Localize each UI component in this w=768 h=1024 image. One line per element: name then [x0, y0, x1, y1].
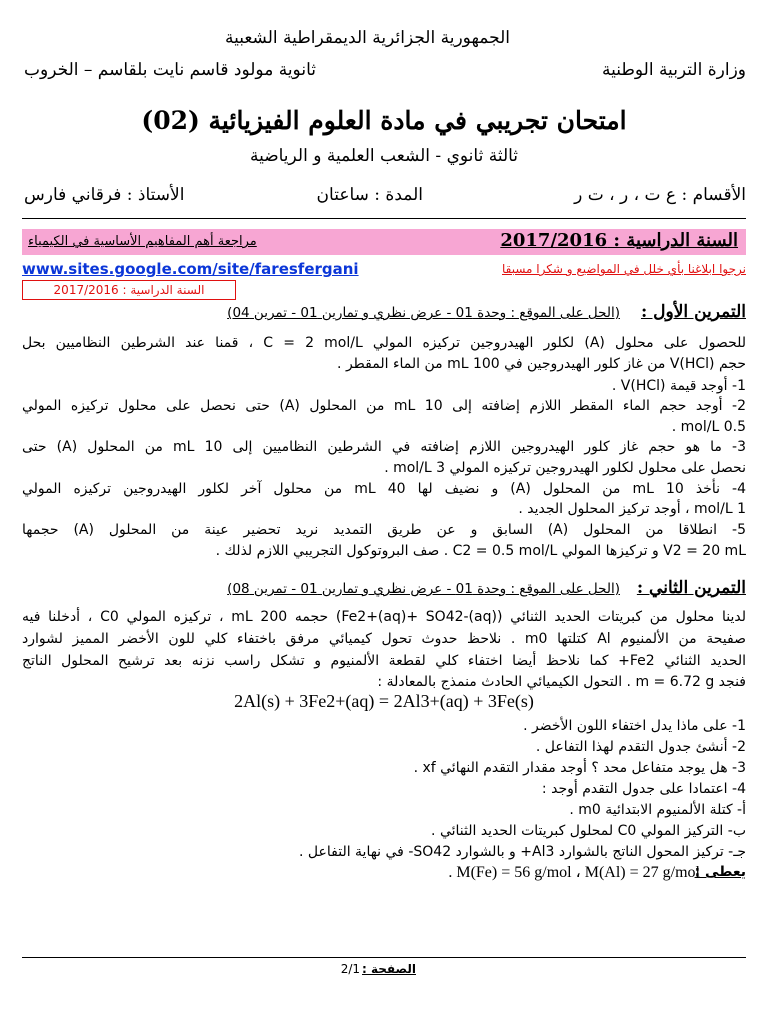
given-label: يعطى : — [694, 864, 746, 880]
ex1-q3-cont: نحصل على محلول لكلور الهيدروجين تركيزه المولي 3 mol/L . — [384, 460, 746, 476]
page-label: الصفحة : — [362, 962, 416, 976]
ex2-line-2: صفيحة من الألمنيوم Al كتلتها m0 . نلاحظ حدوث تحول كيميائي مرفق باختفاء كلي للون الأخضر المميز لشوارد — [22, 631, 746, 647]
header-divider — [22, 218, 746, 219]
school-year: السنة الدراسية : 2017/2016 — [500, 230, 738, 251]
school-name: ثانوية مولود قاسم نايت بلقاسم – الخروب — [24, 60, 316, 80]
given-values: M(Fe) = 56 g/mol ، M(Al) = 27 g/mol . — [448, 864, 700, 881]
ex2-q2: 2- أنشئ جدول التقدم لهذا التفاعل . — [535, 739, 746, 755]
republic-title: الجمهورية الجزائرية الديمقراطية الشعبية — [224, 28, 510, 48]
ex2-q4: 4- اعتمادا على جدول التقدم أوجد : — [541, 781, 746, 797]
ex1-line-2: حجم V(HCl) من غاز كلور الهيدروجين في 100 mL من الماء المقطر . — [337, 356, 746, 372]
footer-divider — [22, 957, 746, 958]
exam-duration: المدة : ساعتان — [316, 185, 423, 205]
ministry-name: وزارة التربية الوطنية — [601, 60, 746, 80]
exam-teacher: الأستاذ : فرقاني فارس — [24, 185, 185, 205]
ex2-q1: 1- على ماذا يدل اختفاء اللون الأخضر . — [523, 718, 746, 734]
ex2-q4c: جـ- تركيز المحول الناتج بالشوارد Al3+ و بالشوارد SO42- في نهاية التفاعل . — [299, 844, 746, 860]
ex2-reference: (الحل على الموقع : وحدة 01 - عرض نظري و تمارين 01 - تمرين 08) — [227, 581, 620, 597]
ex1-q2-cont: 0.5 mol/L . — [671, 419, 746, 435]
report-notice: نرجوا ابلاغنا بأي خلل في المواضيع و شكرا مسبقا — [502, 262, 746, 276]
ex2-line-1: لدينا محلول من كبريتات الحديد الثنائي (Fe2+(aq)+ SO42-(aq)) حجمه 200 mL ، تركيزه المولي C0 ، أدخلنا فيه — [22, 609, 746, 625]
ex2-title: التمرين الثاني : — [636, 578, 746, 598]
review-label: مراجعة أهم المفاهيم الأساسية في الكيمياء — [28, 234, 257, 249]
year-box: السنة الدراسية : 2017/2016 — [22, 280, 236, 300]
ex1-reference: (الحل على الموقع : وحدة 01 - عرض نظري و تمارين 01 - تمرين 04) — [227, 305, 620, 321]
ex1-line-1: للحصول على محلول (A) لكلور الهيدروجين تركيزه المولي C = 2 mol/L ، قمنا عند الشرطين النظاميين بحل — [22, 335, 747, 351]
exam-level: ثالثة ثانوي - الشعب العلمية و الرياضية — [249, 146, 519, 166]
ex1-title: التمرين الأول : — [640, 302, 746, 322]
ex1-q5-cont: V2 = 20 mL و تركيزها المولي C2 = 0.5 mol/L . صف البروتوكول التجريبي اللازم لذلك . — [215, 543, 746, 559]
ex1-q1: 1- أوجد قيمة V(HCl) . — [611, 378, 746, 394]
ex2-q3: 3- هل يوجد متفاعل محد ؟ أوجد مقدار التقدم النهائي xf . — [413, 760, 746, 776]
page-number: 2/1 — [340, 962, 360, 976]
ex2-line-3: الحديد الثنائي Fe2+ كما نلاحظ أيضا اختفاء كلي لقطعة الألمنيوم و تشكل راسب نزنه بعد ترشيح المحلول الناتج — [22, 653, 747, 669]
ex1-q5: 5- انطلاقا من المحلول (A) السابق و عن طريق التمديد نريد تحضير عينة من المحلول (A) حجمها — [22, 522, 746, 538]
website-link[interactable]: www.sites.google.com/site/faresfergani — [22, 260, 359, 278]
exam-sections: الأقسام : ع ت ، ر ، ت ر — [574, 185, 746, 205]
ex2-q4b: ب- التركيز المولي C0 لمحلول كبريتات الحديد الثنائي . — [431, 823, 746, 839]
exam-title: امتحان تجريبي في مادة العلوم الفيزيائية (02) — [141, 106, 627, 135]
ex1-q4: 4- نأخذ 10 mL من المحلول (A) و نضيف لها 40 mL من محلول آخر لكلور الهيدروجين تركيزه المولي — [22, 481, 747, 497]
ex1-q2: 2- أوجد حجم الماء المقطر اللازم إضافته إلى 10 mL من المحلول (A) حتى نحصل على محلول تركيزه المولي — [22, 398, 747, 414]
reaction-equation: 2Al(s) + 3Fe2+(aq) = 2Al3+(aq) + 3Fe(s) — [234, 691, 534, 711]
ex2-q4a: أ- كتلة الألمنيوم الابتدائية m0 . — [569, 802, 746, 818]
ex1-q4-cont: 1 mol/L ، أوجد تركيز المحلول الجديد . — [518, 501, 746, 517]
ex1-q3: 3- ما هو حجم غاز كلور الهيدروجين اللازم إضافته في الشرطين النظاميين إلى 10 mL من المحلول (A) حتى — [22, 439, 747, 455]
ex2-line-4: فنجد m = 6.72 g . التحول الكيميائي الحادث منمذج بالمعادلة : — [377, 674, 746, 690]
